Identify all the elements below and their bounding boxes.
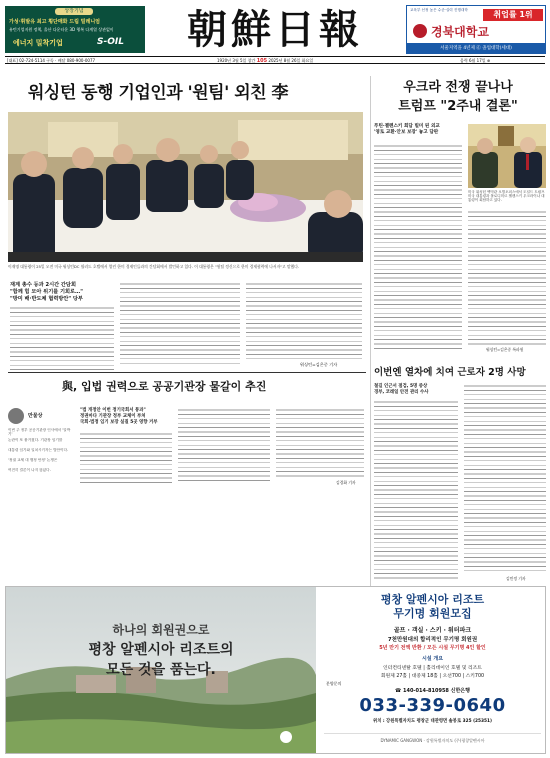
ukraine-body-col1 [374, 144, 462, 350]
resort-ad[interactable] [5, 586, 546, 754]
resort-phone[interactable]: 033-339-0640 [359, 695, 506, 716]
ukraine-body-col2 [468, 210, 546, 346]
resort-sub: 무기명 회원모집 [393, 607, 472, 620]
article2-sub-headline: 철길 인근서 점검, 5명 중상 경부, 코레일 안전 관리 수사 [374, 384, 429, 395]
ad-left-line2: 평창 알펜시아 리조트의 [88, 642, 234, 658]
article3-body-col3 [276, 408, 364, 478]
sidebar-line-5: 여전히 결론이 나지 않았다. [8, 468, 51, 472]
resort-info-1: 인터컨티넨탈 호텔 | 홀리데이인 호텔 및 리조트 [383, 666, 482, 671]
ukraine-photo-caption: 미국 워싱턴 백악관 오벌오피스에서 도널드 트럼프 미국 대통령과 볼로디미르 젤렌스키 우크라이나 대통령이 회담하고 있다. [468, 190, 545, 203]
resort-title: 평창 알펜시아 리조트 [380, 593, 485, 606]
article2-body-col1 [374, 400, 458, 580]
resort-line-a: 7천만원대의 합리적인 무기명 회원권 [387, 637, 478, 643]
right-ad[interactable] [406, 5, 546, 54]
left-ad-line2: 유턴기업지원 정책, 울산 다운타운 3D 행복 다계열 상관없이 [9, 27, 114, 32]
lead-photo[interactable] [8, 112, 363, 262]
issue-number: 105 [256, 58, 268, 64]
ukraine-headline-1[interactable]: 우크라 전쟁 끝나나 [403, 80, 513, 95]
masthead-info-bar [5, 56, 545, 64]
article3-headline[interactable]: 與, 입법 권력으로 공공기관장 물갈이 추진 [62, 380, 267, 393]
right-ad-school: 경북대학교 [431, 25, 489, 39]
resort-address: 위치 : 강원특별자치도 평창군 대관령면 솔봉로 325 (25351) [373, 719, 492, 724]
info-left: [대표] 02-724-5114 구독 · 배달 080-900-0077 [7, 58, 96, 63]
ukraine-photo[interactable] [468, 124, 546, 188]
ukraine-meeting-photo-illustration [468, 124, 546, 188]
right-ad-top: 교육부 선정 높은 수준·실력 진행대학 [410, 8, 468, 12]
right-ad-bottom: 서울지역을 4년제 ⓓ 졸업대학(세대) [407, 43, 545, 54]
sidebar-line-1: 이번 주 정부 공공기관장 인사에서 '알박기' [8, 428, 71, 437]
article2-body-col2 [464, 384, 546, 574]
lead-body-col2 [120, 282, 240, 366]
info-date: 2025년 8월 26일 화요일 [268, 58, 314, 63]
ukraine-headline-2[interactable]: 트럼프 "2주내 결론" [398, 99, 518, 114]
resort-ad-info [318, 587, 546, 754]
left-ad-badge: 상장기념 [55, 8, 93, 15]
resort-line-b: 5년 만기 전액 반환 / 모든 시설 무기명 4인 할인 [379, 645, 486, 651]
info-founded: 1920년 3월 5일 창간 [217, 58, 256, 63]
lead-photo-caption: 이재명 대통령이 25일 오전 미국 워싱턴DC 윌러드 호텔에서 열린 한미 경제인들과의 간담회에서 발언하고 있다. 이 대통령은 "원팀 정신으로 한미 경제협력에 나서자"고 말했다. [8, 264, 300, 269]
resort-phone-small: ☎ 140-014-810958 신한은행 [395, 688, 470, 694]
section-rule [8, 372, 366, 373]
left-ad-line1: 가성·휘발유 최고 횡단매화 드림 밀레니엄 [9, 19, 100, 25]
resort-brand-ribbon: DYNAMIC GANGWON · 강원특별자치도 (주)평창알펜시아 [324, 733, 541, 747]
meeting-photo-illustration [8, 112, 363, 262]
left-ad[interactable] [5, 6, 145, 53]
lead-body-col1 [10, 306, 114, 370]
article3-byline: 김경화 기자 [336, 480, 356, 485]
info-right: 음력 6월 17일 ⊕ [460, 58, 491, 63]
right-ad-highlight: 취업률 1위 [483, 9, 543, 21]
sidebar-line-2: 논란이 또 불거졌다. 기관장 임기를 [8, 438, 63, 442]
newspaper-title[interactable]: 朝鮮日報 [187, 6, 363, 53]
s-oil-logo: S-OIL [97, 37, 124, 47]
article3-body-col1 [80, 432, 172, 484]
sidebar-icon [8, 408, 24, 424]
lead-headline[interactable]: 워싱턴 동행 기업인과 '원팀' 외친 李 [28, 83, 288, 103]
sidebar-column [8, 408, 74, 480]
lead-byline: 워싱턴=김은중 기자 [300, 362, 338, 367]
university-logo-icon [413, 24, 427, 38]
article2-byline: 김민정 기자 [506, 576, 526, 581]
resort-info-2: 회원제 27홀 | 대중제 18홀 | 오션700 | 스키700 [380, 674, 485, 679]
sidebar-line-4: '정권 교체 대 행정 안정' 논쟁은 [8, 458, 58, 462]
article3-body-col2 [178, 408, 270, 482]
ad-left-line3: 모든 것을 품는다. [106, 662, 216, 678]
sidebar-label: 만물상 [28, 413, 43, 419]
lead-body-col3 [246, 282, 362, 360]
left-ad-brand: 에너지 밀착기업 [13, 39, 63, 47]
ad-left-line1: 하나의 회원권으로 [112, 623, 210, 637]
lead-sub-headline[interactable]: 재계 총수 등과 2시간 간담회 "함께 힘 모아 위기를 기회로…" "방미 배·반도체 협력방안" 당부 [10, 282, 83, 302]
article2-headline[interactable]: 이번엔 열차에 치여 근로자 2명 사망 [374, 367, 526, 378]
column-divider [370, 76, 371, 588]
ukraine-sub-headline: 푸틴·젤렌스키 회담 빌미 된 외교 '영토 교환·안보 보장' 놓고 담판 [374, 124, 440, 136]
resort-facilities: 골프 · 객실 · 스키 · 워터파크 [393, 627, 472, 634]
resort-ad-image [6, 587, 316, 754]
masthead [0, 0, 550, 64]
ukraine-byline: 워싱턴=김은중 특파원 [486, 347, 524, 352]
resort-phone-label: 분양문의 [326, 681, 342, 686]
info-center [217, 57, 313, 65]
resort-info-label: 시설 개요 [421, 656, 444, 662]
sidebar-line-3: 대통령 임기와 일치시키자는 법안이다. [8, 448, 69, 452]
article3-sub-headline: "법 개정안 이번 정기국회서 통과" 정권마다 기관장 정부 교체이 부처 국회·법정 임기 보장 실질 5곳 영향 거부 [80, 408, 158, 425]
